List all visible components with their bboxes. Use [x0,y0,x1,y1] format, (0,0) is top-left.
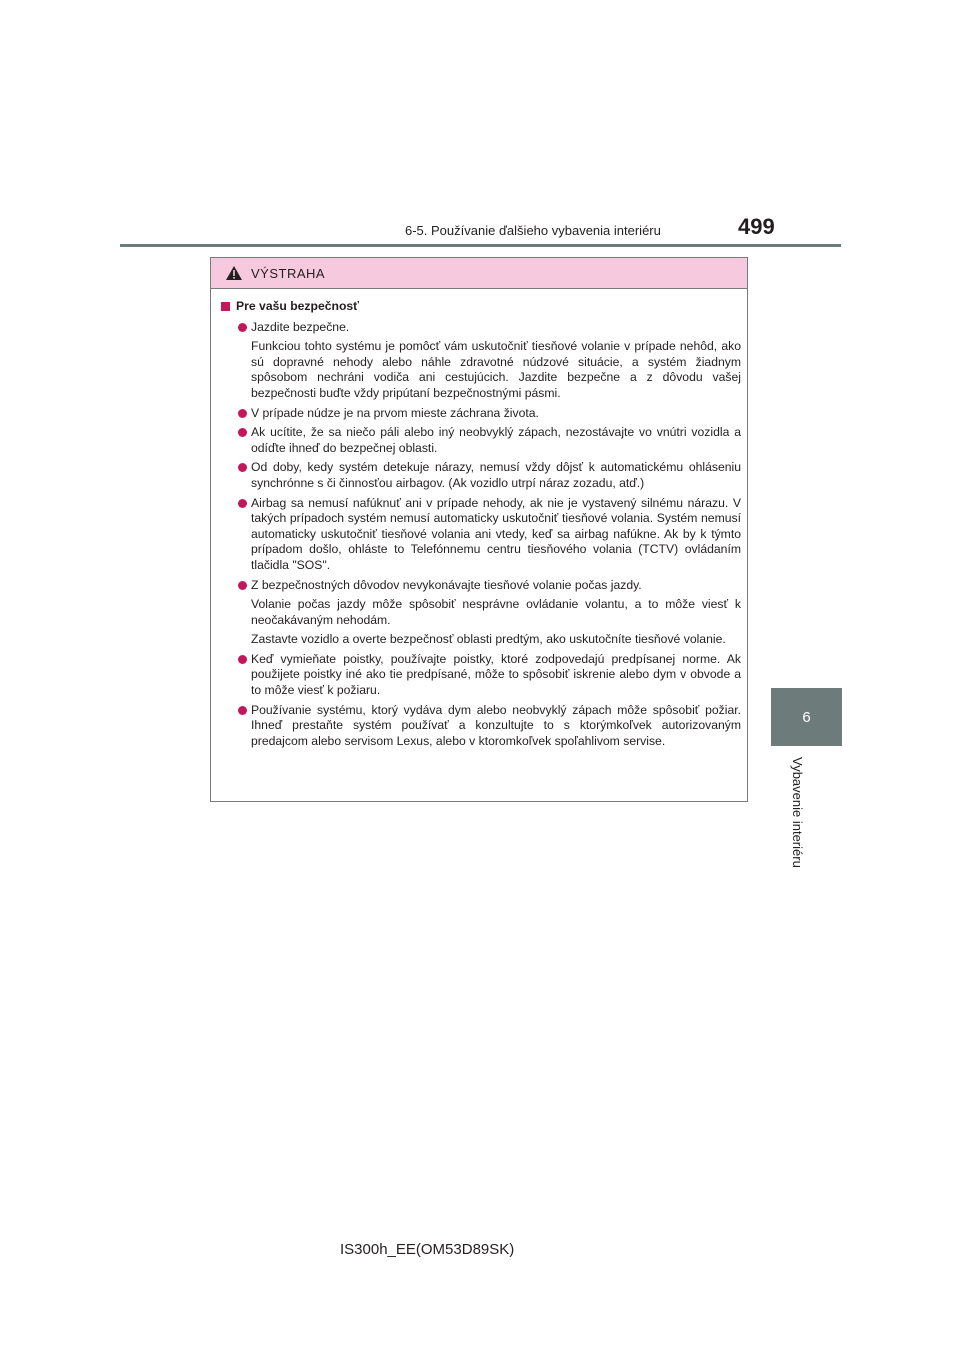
warning-item-text: Ak ucítite, že sa niečo páli alebo iný neobvyklý zápach, nezostávajte vo vnútri vozidla a odíďte ihneď do bezpečnej oblasti. [251,425,741,455]
warning-item-text: Keď vymieňate poistky, používajte poistky, ktoré zodpovedajú predpísanej norme. Ak použijete poistky iné ako tie predpísané, môže to spôsobiť iskrenie alebo dym v obvode a to môže viesť k požiaru. [251,651,741,698]
warning-item [221,578,741,594]
section-title [221,299,741,315]
warning-paragraph: Funkciou tohto systému je pomôcť vám uskutočniť tiesňové volanie v prípade nehôd, ako sú dopravné nehody alebo náhle zdravotné núdzové situácie, a systém žiadnym spôsobom nechráni vodiča ani cestujúcich. Jazdite bezpečne a z dôvodu vašej bezpečnosti buďte vždy pripútaní bezpečnostnými pásmi. [251,339,741,400]
warning-item [221,496,741,574]
chapter-number: 6 [802,708,811,726]
page-number: 499 [738,214,775,239]
bullet-dot-icon [238,655,247,664]
warning-item [221,703,741,750]
footer-model-code: IS300h_EE(OM53D89SK) [340,1241,515,1258]
warning-item-text: Používanie systému, ktorý vydáva dym alebo neobvyklý zápach môže spôsobiť požiar. Ihneď prestaňte systém používať a konzultujte to s ktorýmkoľvek autorizovaným predajcom alebo servisom Lexus, alebo v ktoromkoľvek spoľahlivom servise. [251,702,741,748]
warning-item [221,320,741,336]
bullet-dot-icon [238,706,247,715]
bullet-dot-icon [238,581,247,590]
bullet-dot-icon [238,409,247,418]
warning-item-text: Z bezpečnostných dôvodov nevykonávajte tiesňové volanie počas jazdy. [251,577,642,592]
header-rule [120,244,841,247]
bullet-dot-icon [238,428,247,437]
warning-item [221,425,741,456]
warning-item [221,652,741,699]
warning-body [211,289,747,749]
warning-title: VÝSTRAHA [251,265,326,281]
warning-item-text: Jazdite bezpečne. [251,319,350,334]
warning-header [211,258,747,289]
warning-item-text: Od doby, kedy systém detekuje nárazy, nemusí vždy dôjsť k automatickému ohláseniu synchrónne s či činnosťou airbagov. (Ak vozidlo utrpí náraz zozadu, atď.) [251,460,741,490]
section-header-title: 6-5. Používanie ďalšieho vybavenia interiéru [405,223,661,238]
warning-item [221,406,741,422]
bullet-dot-icon [238,323,247,332]
square-bullet-icon [221,302,230,311]
section-title-text: Pre vašu bezpečnosť [236,299,360,313]
warning-item-text: V prípade núdze je na prvom mieste záchrana života. [251,405,539,420]
chapter-label: Vybavenie interiéru [790,757,805,868]
warning-triangle-icon [225,265,243,281]
bullet-dot-icon [238,499,247,508]
warning-paragraph: Zastavte vozidlo a overte bezpečnosť oblasti predtým, ako uskutočníte tiesňové volanie. [251,632,726,647]
chapter-tab [771,688,842,746]
warning-paragraph: Volanie počas jazdy môže spôsobiť nesprávne ovládanie volantu, a to môže viesť k neočakávaným nehodám. [251,597,741,627]
warning-box [210,257,748,802]
warning-item-text: Airbag sa nemusí nafúknuť ani v prípade nehody, ak nie je vystavený silnému nárazu. V takých prípadoch systém nemusí automaticky uskutočniť tiesňové volania. Systém nemusí automaticky uskutočniť tiesňové volania ani vtedy, keď sa airbag nafúkne. Ak by k týmto prípadom došlo, ohláste to Telefónnemu centru tiesňového volania (TCTV) ovládaním tlačidla "SOS". [251,495,741,572]
bullet-dot-icon [238,463,247,472]
warning-item [221,460,741,491]
